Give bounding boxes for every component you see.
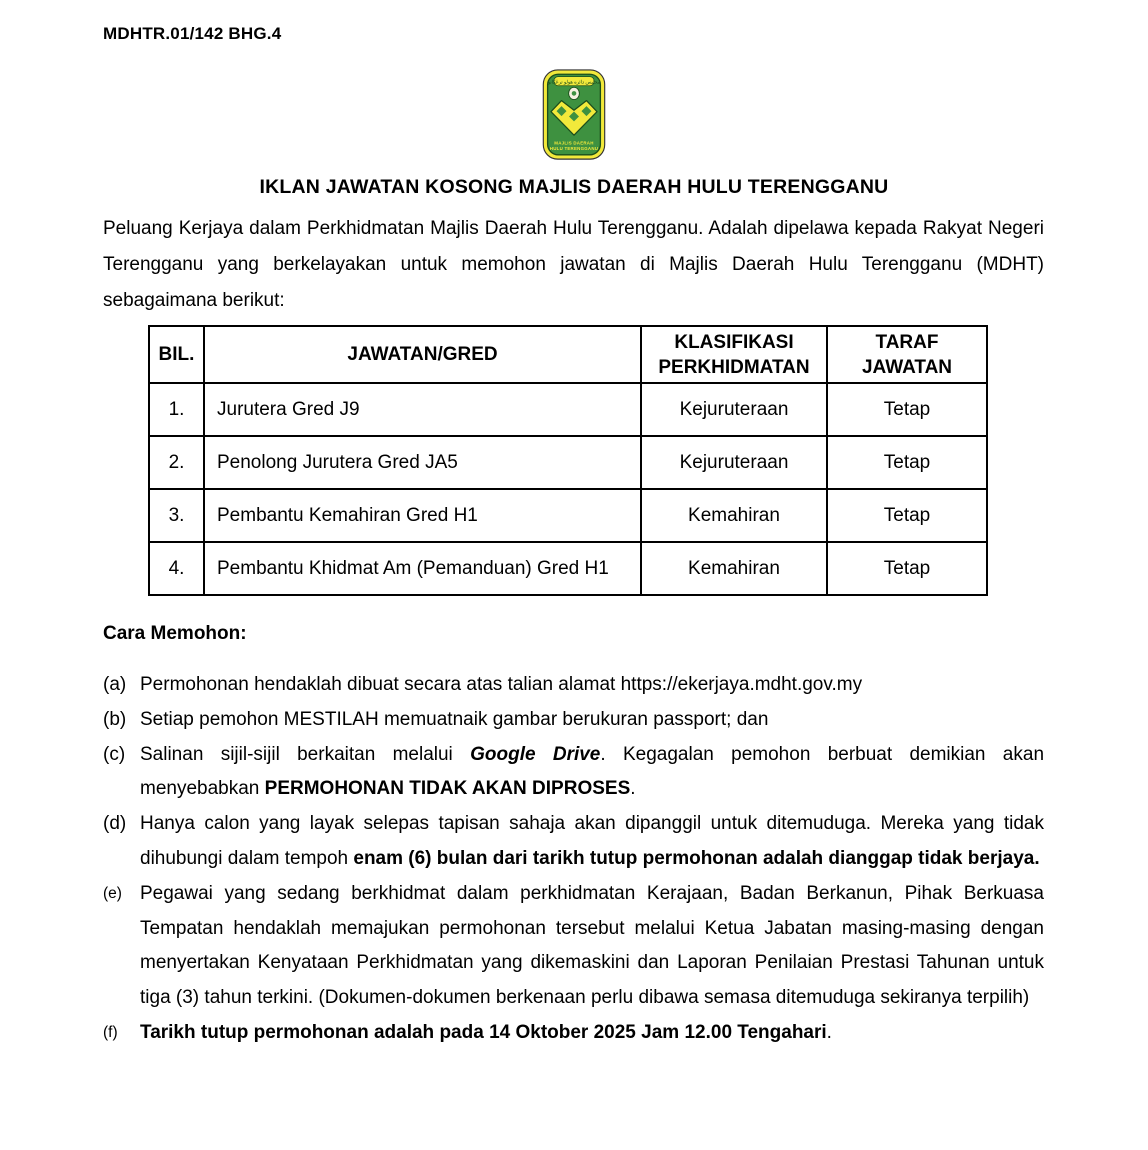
logo-row: [0, 68, 1148, 162]
table-row: [149, 383, 987, 436]
job-table-head-row: [149, 326, 987, 383]
column-header: BIL.: [149, 326, 204, 383]
table-row: [149, 489, 987, 542]
table-cell: 4.: [149, 542, 204, 595]
table-cell: Kemahiran: [641, 542, 827, 595]
table-cell: Tetap: [827, 436, 987, 489]
item-label: (a): [103, 674, 127, 695]
item-label: (b): [103, 708, 127, 730]
table-cell: Pembantu Khidmat Am (Pemanduan) Gred H1: [204, 542, 641, 595]
table-cell: Penolong Jurutera Gred JA5: [204, 436, 641, 489]
table-cell: Kemahiran: [641, 489, 827, 542]
table-row: [149, 542, 987, 595]
job-table: [148, 325, 988, 596]
item-label: (e): [103, 884, 122, 902]
item-label: (f): [103, 1023, 118, 1041]
crest-small-emblem-core: [572, 91, 577, 96]
apply-list: [103, 668, 1044, 1051]
table-cell: Tetap: [827, 383, 987, 436]
apply-item: [103, 807, 1044, 877]
item-text: Salinan sijil-sijil berkaitan melalui Google Drive. Kegagalan pemohon berbuat demikian akan menyebabkan PERMOHONAN TIDAK AKAN DIPROSES.: [140, 743, 1045, 800]
apply-item: [103, 703, 1044, 738]
mdht-crest-logo: [526, 68, 622, 162]
item-label: (d): [103, 813, 127, 835]
crest-label-line1: MAJLIS DAERAH: [554, 140, 594, 146]
crest-label-line2: HULU TERENGGANU: [549, 146, 599, 152]
section-heading: Cara Memohon:: [103, 623, 247, 644]
crest-jawi-text: مجليس دائره هولو ترڠڬانو: [547, 80, 601, 86]
column-header: TARAF JAWATAN: [827, 326, 987, 383]
apply-item: [103, 738, 1044, 808]
item-text: Pegawai yang sedang berkhidmat dalam perkhidmatan Kerajaan, Badan Berkanun, Pihak Berkuasa Tempatan hendaklah memajukan permohonan tersebut melalui Ketua Jabatan masing-masing dengan menyertakan Kenyataan Perkhidmatan yang dikemaskini dan Laporan Penilaian Prestasi Tahunan untuk tiga (3) tahun terkini. (Dokumen-dokumen berkenaan perlu dibawa semasa ditemuduga sekiranya terpilih): [140, 882, 1044, 1009]
table-cell: 2.: [149, 436, 204, 489]
item-text: Tarikh tutup permohonan adalah pada 14 Oktober 2025 Jam 12.00 Tengahari.: [140, 1021, 832, 1043]
ref-number: MDHTR.01/142 BHG.4: [103, 24, 282, 43]
job-table-wrap: [148, 325, 1148, 596]
item-label: (c): [103, 743, 126, 765]
item-text: Permohonan hendaklah dibuat secara atas talian alamat https://ekerjaya.mdht.gov.my: [140, 674, 863, 695]
table-cell: 1.: [149, 383, 204, 436]
column-header: KLASIFIKASI PERKHIDMATAN: [641, 326, 827, 383]
job-table-body: [149, 383, 987, 595]
table-cell: Kejuruteraan: [641, 383, 827, 436]
apply-item: [103, 877, 1044, 1016]
table-cell: Kejuruteraan: [641, 436, 827, 489]
table-cell: 3.: [149, 489, 204, 542]
table-row: [149, 436, 987, 489]
intro-paragraph: Peluang Kerjaya dalam Perkhidmatan Majlis Daerah Hulu Terengganu. Adalah dipelawa kepada Rakyat Negeri Terengganu yang berkelayakan untuk memohon jawatan di Majlis Daerah Hulu Terengganu (MDHT) sebagaimana berikut:: [103, 218, 1044, 311]
item-text: Hanya calon yang layak selepas tapisan sahaja akan dipanggil untuk ditemuduga. Mereka yang tidak dihubungi dalam tempoh enam (6) bulan dari tarikh tutup permohonan adalah dianggap tidak berjaya.: [140, 813, 1044, 869]
apply-item: [103, 668, 1044, 703]
table-cell: Pembantu Kemahiran Gred H1: [204, 489, 641, 542]
table-cell: Tetap: [827, 542, 987, 595]
apply-item: [103, 1016, 1044, 1051]
table-cell: Jurutera Gred J9: [204, 383, 641, 436]
table-cell: Tetap: [827, 489, 987, 542]
item-text: Setiap pemohon MESTILAH memuatnaik gambar berukuran passport; dan: [140, 708, 769, 730]
column-header: JAWATAN/GRED: [204, 326, 641, 383]
document-title: IKLAN JAWATAN KOSONG MAJLIS DAERAH HULU TERENGGANU: [259, 176, 889, 198]
